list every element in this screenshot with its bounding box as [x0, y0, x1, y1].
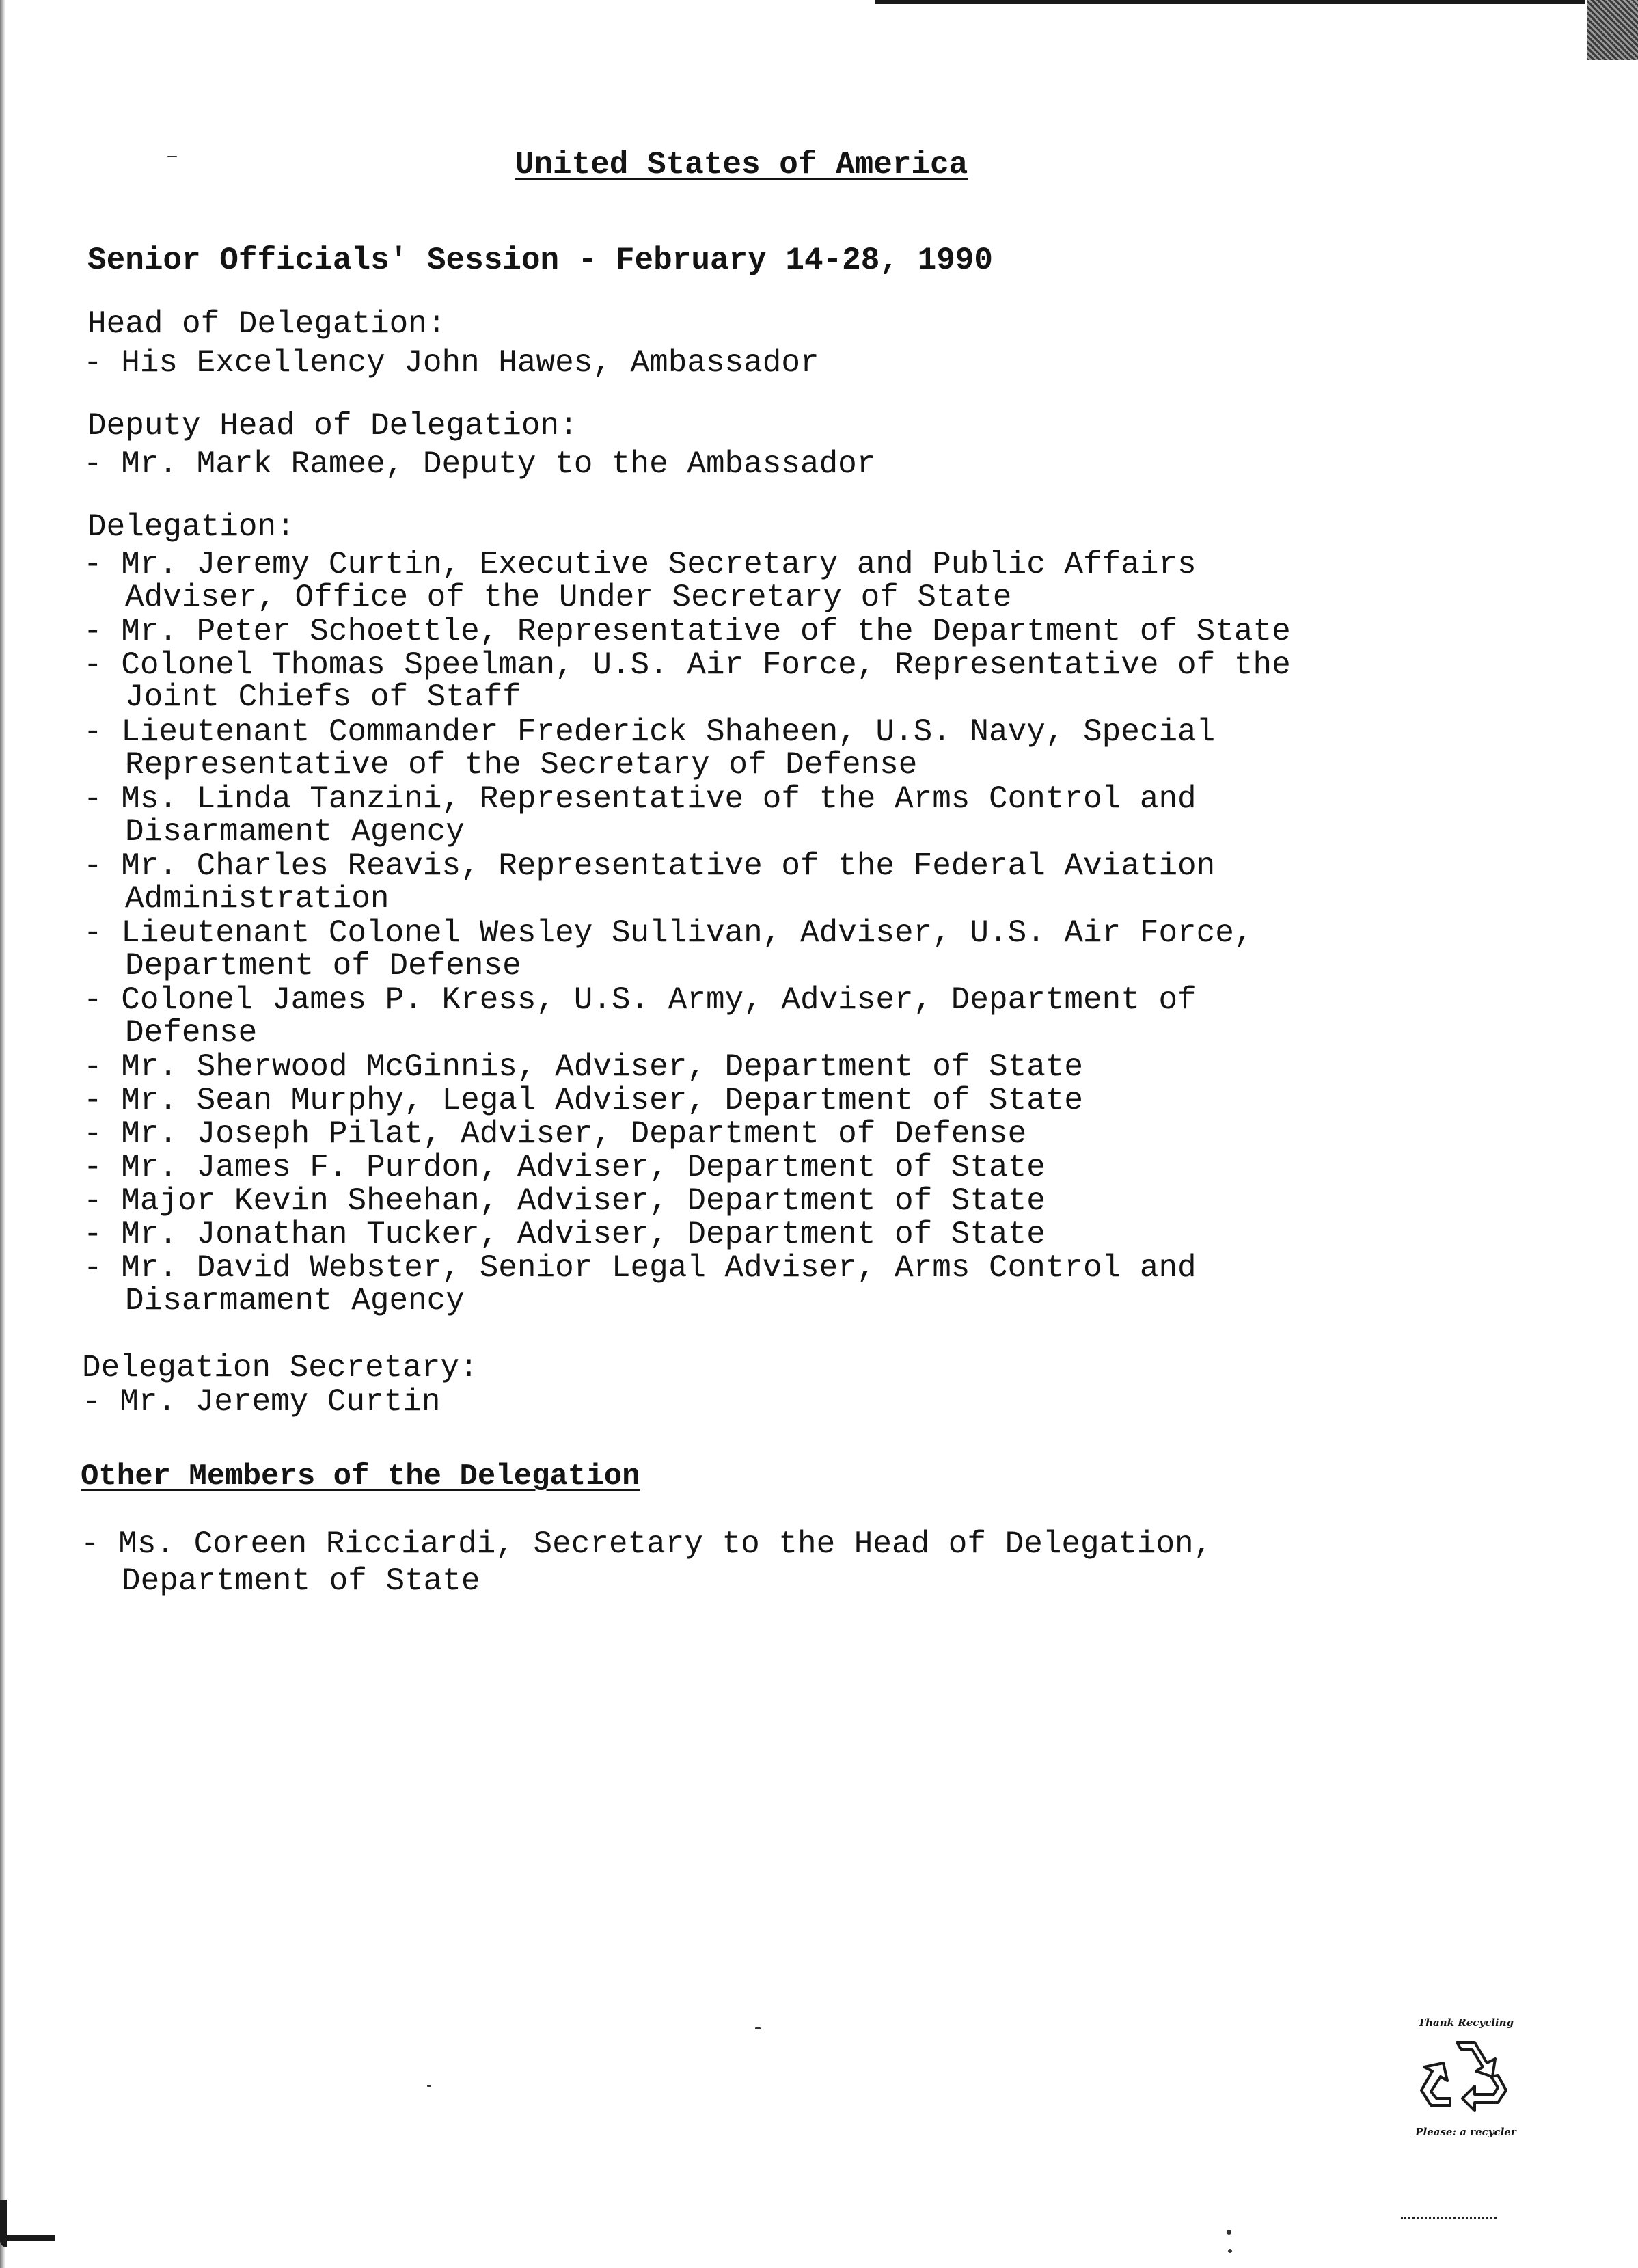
other-members-heading: Other Members of the Delegation — [81, 1459, 640, 1494]
scan-top-rule — [875, 0, 1585, 4]
document-title: United States of America — [515, 147, 968, 183]
other-member-continued: Department of State — [122, 1563, 480, 1599]
delegation-member-continued: Administration — [125, 881, 390, 917]
delegation-secretary-member: - Mr. Jeremy Curtin — [82, 1384, 441, 1420]
recycle-logo — [1408, 2016, 1524, 2153]
delegation-member: - Mr. Sean Murphy, Legal Adviser, Department of State — [83, 1083, 1084, 1118]
delegation-member-continued: Defense — [125, 1015, 258, 1051]
delegation-member-continued: Joint Chiefs of Staff — [125, 679, 521, 715]
scan-speck — [427, 2085, 431, 2087]
scan-speck — [1227, 2230, 1231, 2235]
title-container — [0, 147, 1483, 183]
delegation-member-continued: Department of Defense — [125, 948, 521, 984]
delegation-label: Delegation: — [87, 509, 295, 545]
delegation-member: - Mr. Jonathan Tucker, Adviser, Department of State — [83, 1217, 1046, 1252]
delegation-member: - Mr. Jeremy Curtin, Executive Secretary and Public Affairs — [83, 547, 1197, 582]
session-heading: Senior Officials' Session - February 14-28, 1990 — [87, 243, 994, 278]
scan-speck — [755, 2027, 761, 2029]
delegation-member: - Colonel James P. Kress, U.S. Army, Adviser, Department of — [83, 982, 1197, 1018]
delegation-secretary-label: Delegation Secretary: — [82, 1350, 478, 1386]
scan-dotted-mark — [1401, 2217, 1497, 2219]
delegation-member: - Mr. James F. Purdon, Adviser, Department of State — [83, 1150, 1046, 1185]
delegation-member: - Colonel Thomas Speelman, U.S. Air Force, Representative of the — [83, 647, 1291, 683]
delegation-member: - Mr. David Webster, Senior Legal Adviser, Arms Control and — [83, 1250, 1197, 1286]
head-of-delegation-label: Head of Delegation: — [87, 306, 446, 342]
scan-bottom-hook — [0, 2235, 55, 2268]
scan-left-edge — [0, 0, 5, 2268]
recycle-icon — [1416, 2037, 1516, 2114]
delegation-member: - Mr. Sherwood McGinnis, Adviser, Department of State — [83, 1049, 1084, 1085]
delegation-member: - Major Kevin Sheehan, Adviser, Department of State — [83, 1183, 1046, 1219]
delegation-member: - Ms. Linda Tanzini, Representative of the Arms Control and — [83, 781, 1197, 817]
delegation-member: - Mr. Joseph Pilat, Adviser, Department of Defense — [83, 1116, 1027, 1152]
delegation-member: - Lieutenant Colonel Wesley Sullivan, Adviser, U.S. Air Force, — [83, 915, 1253, 951]
other-member: - Ms. Coreen Ricciardi, Secretary to the Head of Delegation, — [81, 1526, 1213, 1562]
head-of-delegation-member: - His Excellency John Hawes, Ambassador — [83, 345, 819, 381]
delegation-member: - Mr. Peter Schoettle, Representative of the Department of State — [83, 614, 1291, 649]
recycle-logo-top-text: Thank Recycling — [1417, 2016, 1514, 2029]
scan-speck — [1228, 2249, 1232, 2253]
delegation-member-continued: Adviser, Office of the Under Secretary of State — [125, 580, 1012, 615]
delegation-member: - Mr. Charles Reavis, Representative of the Federal Aviation — [83, 848, 1216, 884]
delegation-member-continued: Disarmament Agency — [125, 814, 465, 850]
delegation-member: - Lieutenant Commander Frederick Shaheen, U.S. Navy, Special — [83, 714, 1216, 750]
deputy-head-label: Deputy Head of Delegation: — [87, 408, 578, 444]
scan-corner-mark — [1587, 0, 1638, 60]
delegation-member-continued: Disarmament Agency — [125, 1283, 465, 1319]
delegation-member-continued: Representative of the Secretary of Defense — [125, 747, 918, 783]
deputy-head-member: - Mr. Mark Ramee, Deputy to the Ambassador — [83, 446, 876, 482]
recycle-logo-bottom-text: Please: a recycler — [1415, 2126, 1516, 2138]
